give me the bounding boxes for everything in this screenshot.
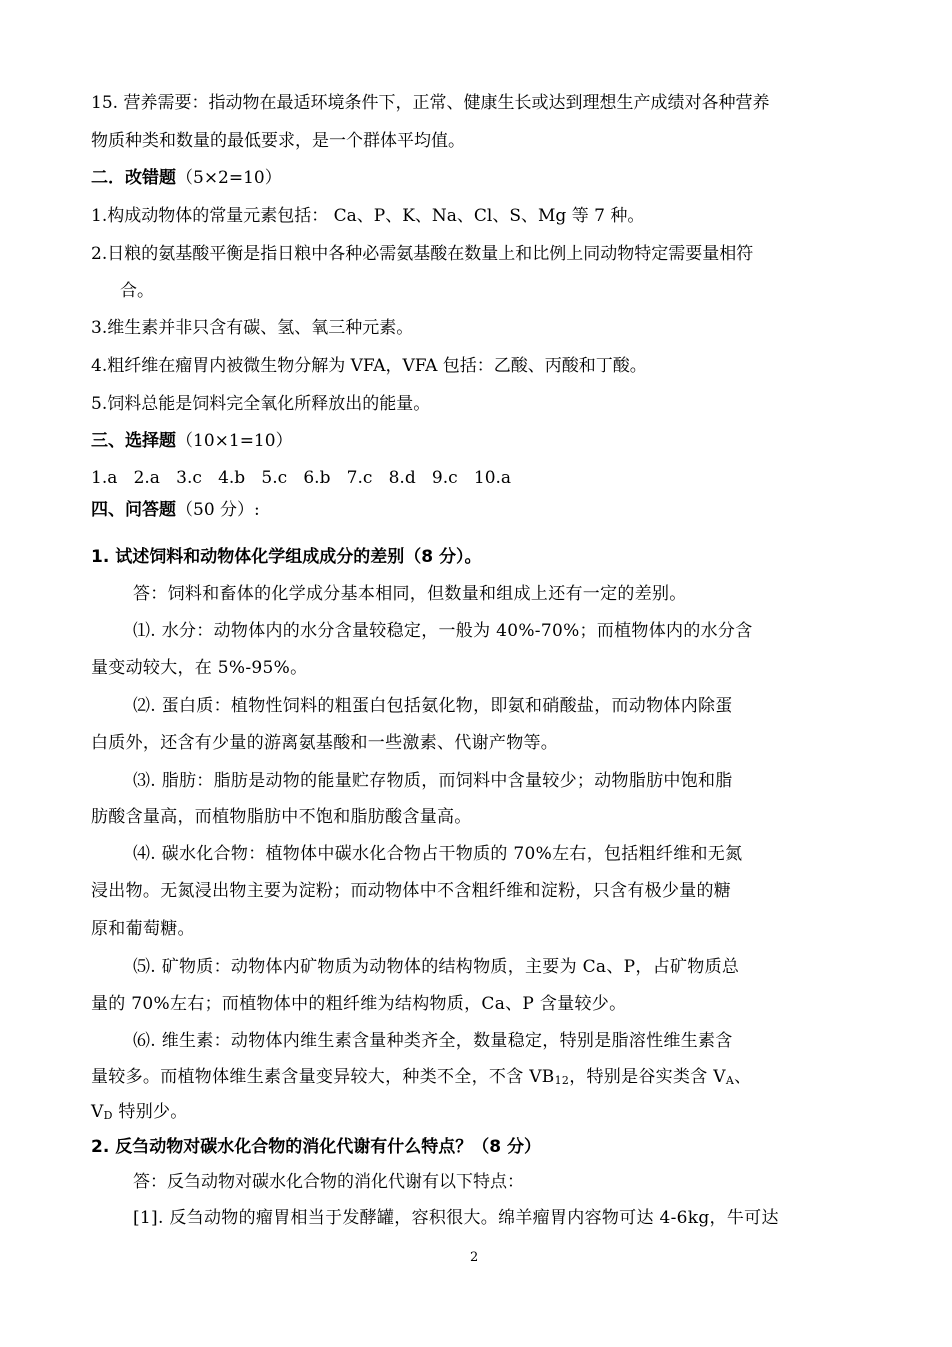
text-run: 量较多。而植物体维生素含量变异较大，种类不全，不含 VB	[91, 1067, 555, 1087]
page-number: 2	[470, 1250, 479, 1265]
text-run: V	[91, 1102, 104, 1122]
text-line: 量变动较大，在 5%-95%。	[91, 658, 308, 678]
section-heading	[91, 167, 282, 189]
text-line: ⑴. 水分：动物体内的水分含量较稳定，一般为 40%-70%；而植物体内的水分含	[133, 621, 753, 641]
subscript: A	[725, 1074, 735, 1087]
answer-key-line: 1.a 2.a 3.c 4.b 5.c 6.b 7.c 8.d 9.c 10.a	[91, 468, 512, 488]
text-line: 物质种类和数量的最低要求，是一个群体平均值。	[91, 131, 465, 151]
text-line: ⑸. 矿物质：动物体内矿物质为动物体的结构物质，主要为 Ca、P，占矿物质总	[133, 957, 740, 977]
section-title: 二．改错题	[91, 168, 176, 188]
text-line: 量的 70%左右；而植物体中的粗纤维为结构物质，Ca、P 含量较少。	[91, 994, 627, 1014]
question-title: 2. 反刍动物对碳水化合物的消化代谢有什么特点？（8 分）	[91, 1137, 541, 1157]
section-heading	[91, 499, 260, 521]
section-score: （50 分）:	[176, 500, 260, 520]
text-line: 原和葡萄糖。	[91, 919, 195, 939]
section-heading	[91, 430, 293, 452]
text-line: 1.构成动物体的常量元素包括： Ca、P、K、Na、Cl、S、Mg 等 7 种。	[91, 206, 645, 226]
text-line	[91, 1101, 188, 1127]
subscript: 12	[554, 1074, 570, 1087]
text-line: 3.维生素并非只含有碳、氢、氧三种元素。	[91, 318, 414, 338]
section-score: （10×1=10）	[176, 431, 293, 451]
text-line: 肪酸含量高，而植物脂肪中不饱和脂肪酸含量高。	[91, 807, 472, 827]
text-line	[91, 1066, 751, 1092]
text-line: ⑶. 脂肪：脂肪是动物的能量贮存物质，而饲料中含量较少；动物脂肪中饱和脂	[133, 771, 733, 791]
text-run: ，特别是谷实类含 V	[569, 1067, 726, 1087]
text-line: ⑷. 碳水化合物：植物体中碳水化合物占干物质的 70%左右，包括粗纤维和无氮	[133, 844, 743, 864]
text-line: 15. 营养需要：指动物在最适环境条件下，正常、健康生长或达到理想生产成绩对各种营养	[91, 93, 770, 113]
text-line: 白质外，还含有少量的游离氨基酸和一些激素、代谢产物等。	[91, 733, 559, 753]
text-line: 4.粗纤维在瘤胃内被微生物分解为 VFA，VFA 包括：乙酸、丙酸和丁酸。	[91, 356, 647, 376]
section-score: （5×2=10）	[176, 168, 282, 188]
text-line: 答：饲料和畜体的化学成分基本相同，但数量和组成上还有一定的差别。	[133, 584, 687, 604]
text-line: [1]. 反刍动物的瘤胃相当于发酵罐，容积很大。绵羊瘤胃内容物可达 4-6kg，牛可达	[133, 1208, 779, 1228]
section-title: 四、问答题	[91, 500, 176, 520]
text-run: 特别少。	[112, 1102, 188, 1122]
text-line: 答：反刍动物对碳水化合物的消化代谢有以下特点：	[133, 1172, 524, 1192]
text-line: 合。	[120, 281, 154, 301]
text-line: ⑹. 维生素：动物体内维生素含量种类齐全，数量稳定，特别是脂溶性维生素含	[133, 1031, 733, 1051]
question-title: 1. 试述饲料和动物体化学组成成分的差别（8 分）。	[91, 547, 482, 567]
subscript: D	[103, 1109, 113, 1122]
text-run: 、	[734, 1067, 752, 1087]
text-line: 5.饲料总能是饲料完全氧化所释放出的能量。	[91, 394, 431, 414]
text-line: 浸出物。无氮浸出物主要为淀粉；而动物体中不含粗纤维和淀粉，只含有极少量的糖	[91, 881, 732, 901]
text-line: ⑵. 蛋白质：植物性饲料的粗蛋白包括氨化物，即氨和硝酸盐，而动物体内除蛋	[133, 696, 733, 716]
section-title: 三、选择题	[91, 431, 176, 451]
text-line: 2.日粮的氨基酸平衡是指日粮中各种必需氨基酸在数量上和比例上同动物特定需要量相符	[91, 244, 754, 264]
